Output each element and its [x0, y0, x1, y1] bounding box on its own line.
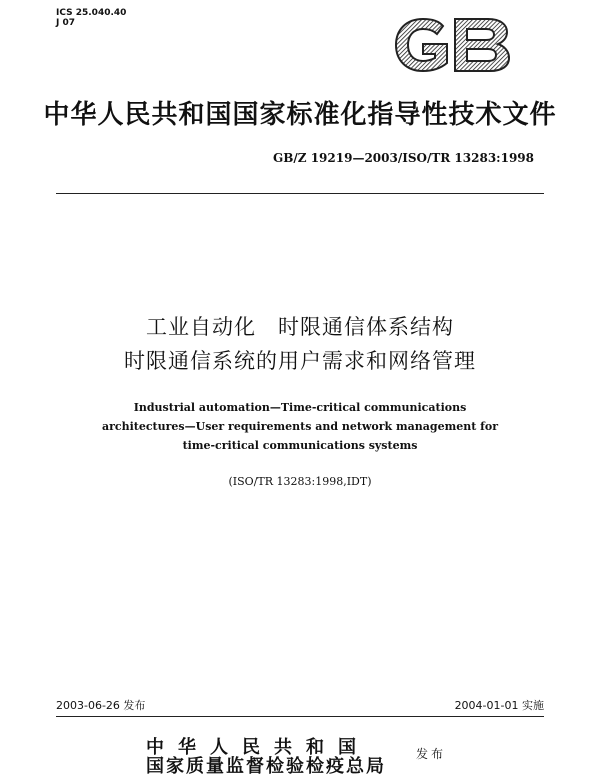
equivalence-note: (ISO/TR 13283:1998,IDT) [228, 475, 372, 488]
classification-codes [56, 8, 126, 28]
publish-label: 发布 [416, 747, 447, 761]
chinese-title-line-1: 工业自动化 时限通信体系结构 [146, 315, 454, 339]
main-title: 中华人民共和国国家标准化指导性技术文件 [43, 100, 557, 130]
implementation-date: 2004-01-01 实施 [454, 699, 544, 712]
publisher-line-1: 中华人民共和国 [146, 737, 370, 758]
gb-logo-icon [393, 18, 511, 72]
bottom-divider [56, 716, 544, 717]
english-title-line-1: Industrial automation—Time-critical communications [133, 401, 467, 414]
issue-date: 2003-06-26 发布 [56, 699, 146, 712]
english-title-line-2: architectures—User requirements and network management for [101, 420, 498, 433]
ics-code: ICS 25.040.40 [56, 8, 127, 18]
ccs-code: J 07 [56, 18, 76, 28]
standard-number: GB/Z 19219—2003/ISO/TR 13283:1998 [272, 151, 534, 165]
chinese-title-line-2: 时限通信系统的用户需求和网络管理 [124, 349, 476, 373]
publisher-line-2: 国家质量监督检验检疫总局 [146, 756, 386, 777]
english-title-line-3: time-critical communications systems [182, 439, 418, 452]
top-divider [56, 193, 544, 194]
